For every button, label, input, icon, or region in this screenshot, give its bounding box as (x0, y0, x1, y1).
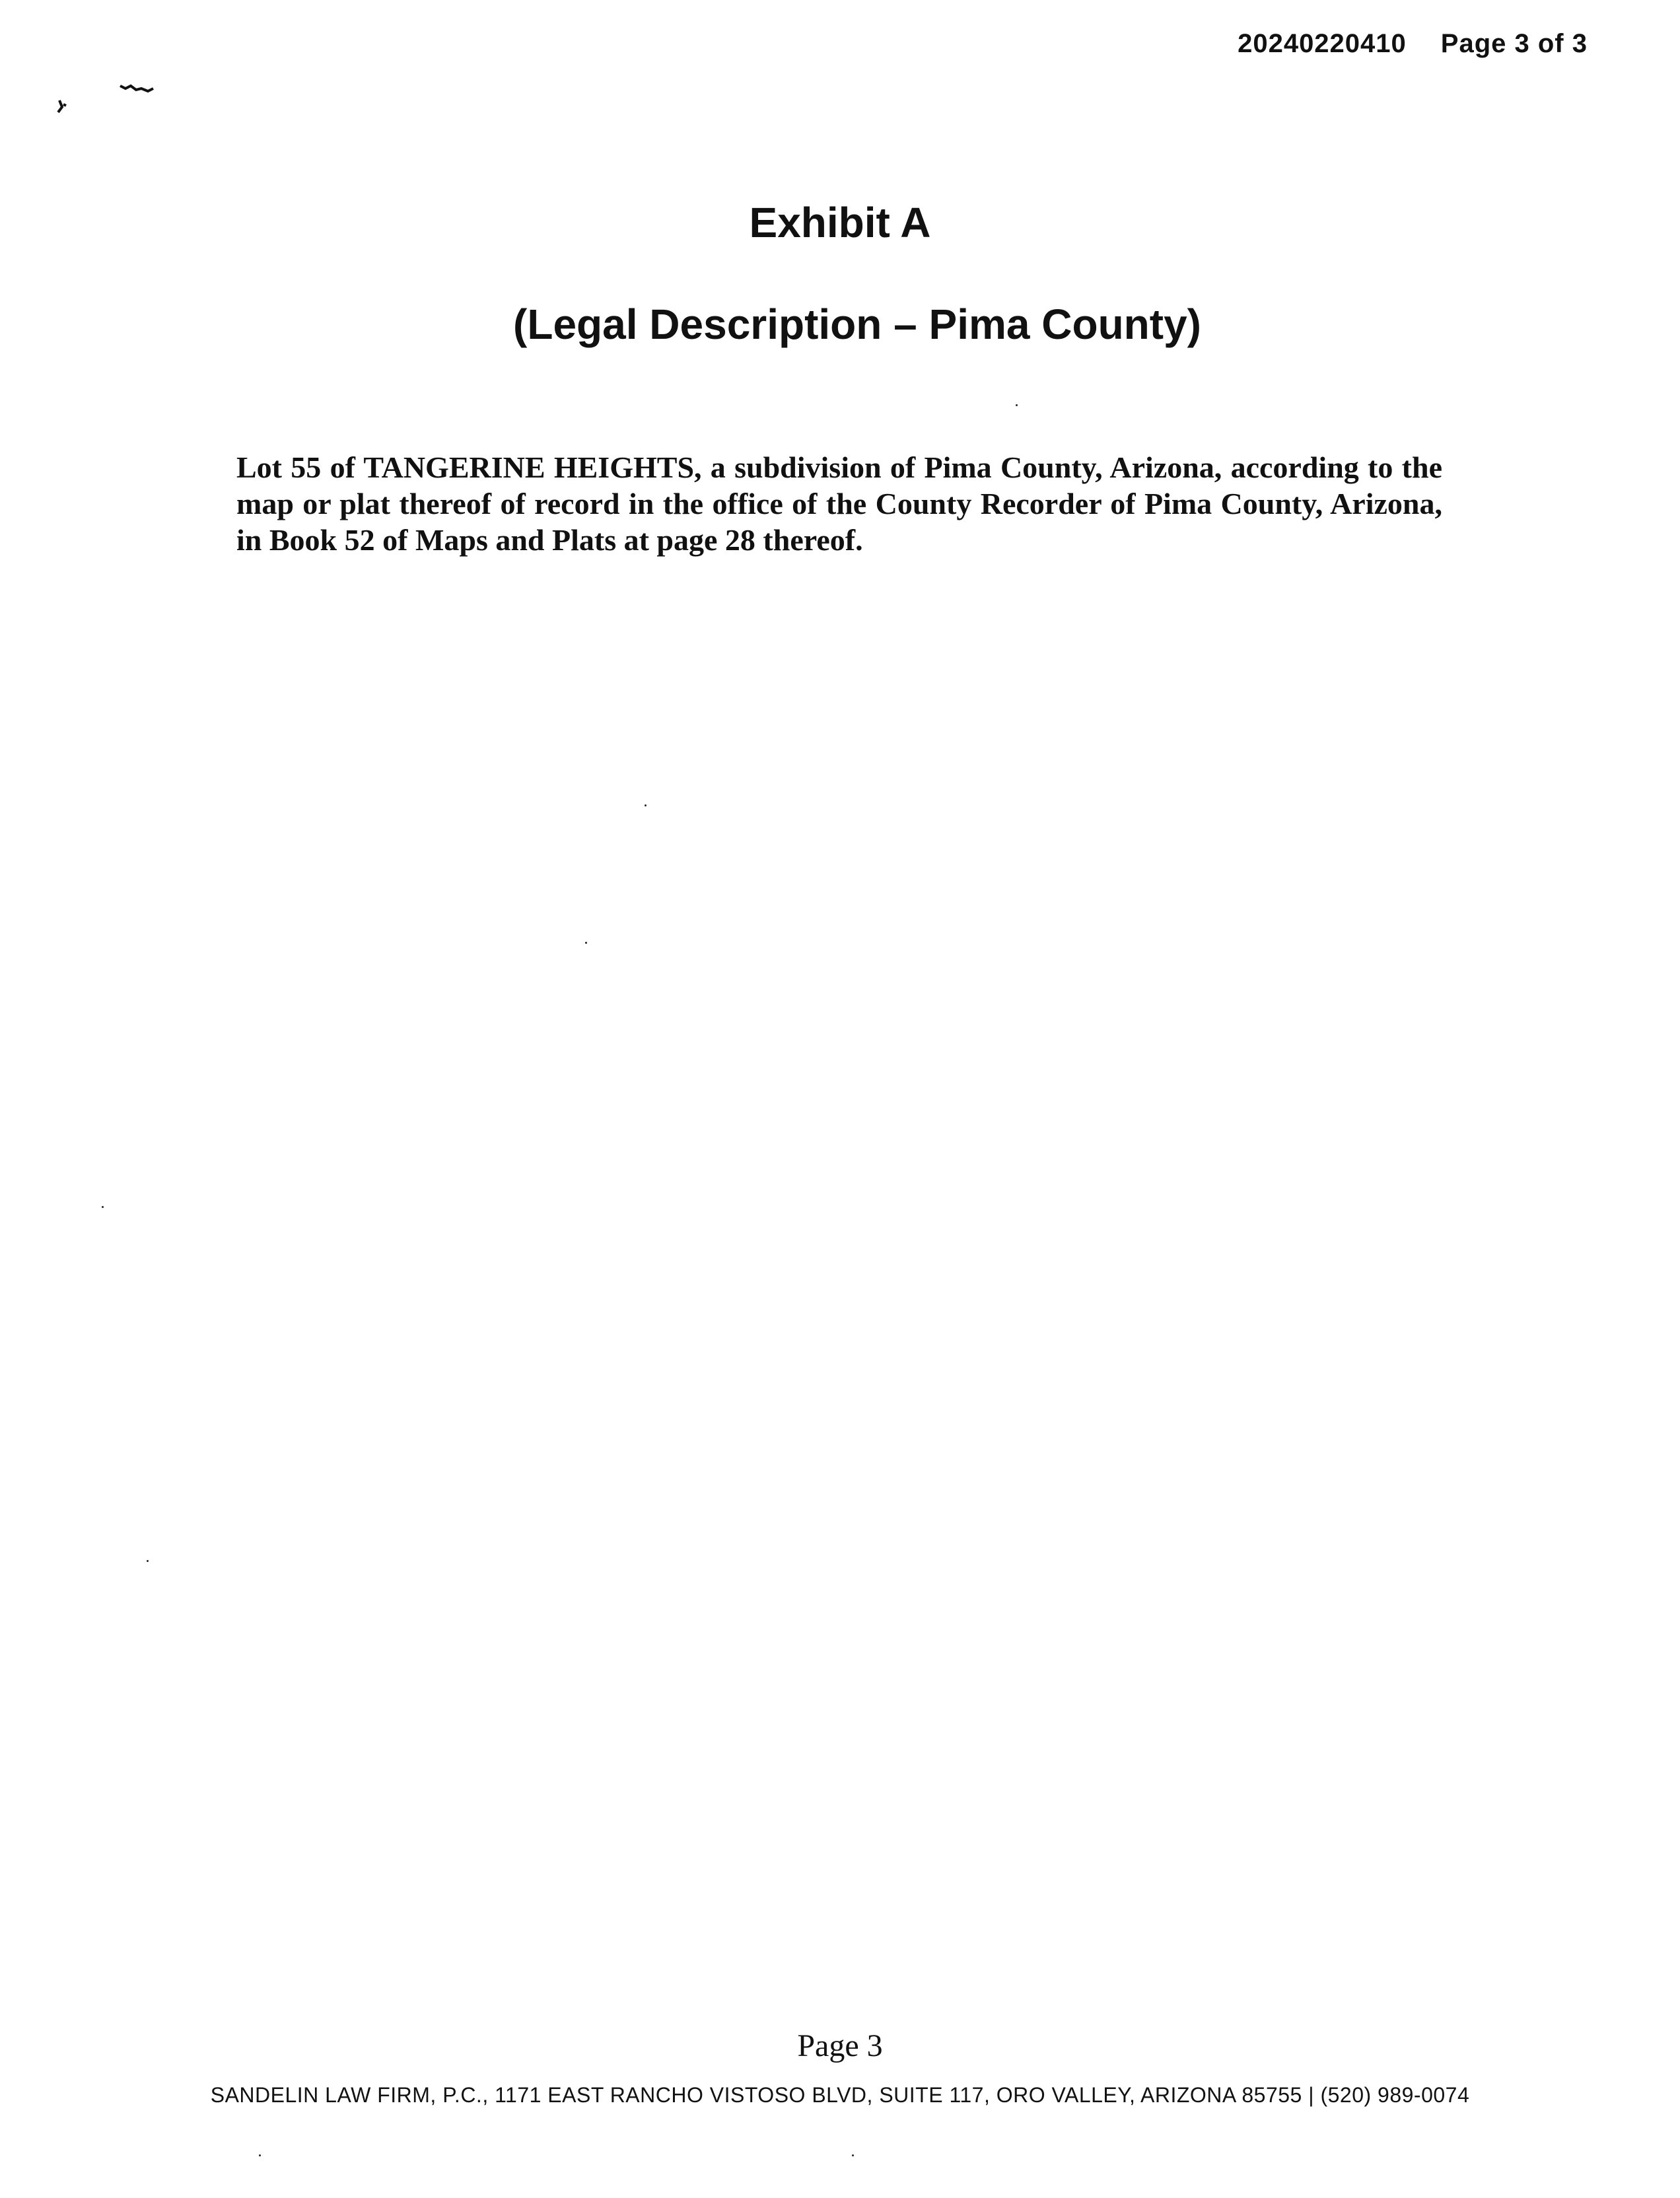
scan-speck (102, 1206, 104, 1208)
scan-speck (1016, 404, 1018, 406)
scan-speck (147, 1560, 149, 1562)
exhibit-title: Exhibit A (749, 199, 931, 246)
footer-page-number: Page 3 (797, 2028, 883, 2063)
scan-speck (645, 804, 647, 806)
scan-speck (852, 2154, 854, 2156)
footer-firm-address: SANDELIN LAW FIRM, P.C., 1171 EAST RANCHO VISTOSO BLVD, SUITE 117, ORO VALLEY, ARIZONA 85755 | (520) 989-0074 (210, 2083, 1470, 2107)
legal-description: Lot 55 of TANGERINE HEIGHTS, a subdivision of Pima County, Arizona, according to the map or plat thereof of record in the office of the County Recorder of Pima County, Arizona, in Book 52 of Maps and Plats at page 28 thereof. (236, 450, 1442, 557)
recording-document-number: 20240220410 (1238, 29, 1407, 58)
scan-speck (585, 942, 587, 944)
recording-header (1238, 29, 1588, 59)
exhibit-subtitle: (Legal Description – Pima County) (513, 301, 1201, 348)
recording-page-indicator: Page 3 of 3 (1440, 29, 1588, 58)
scan-speck (259, 2154, 261, 2156)
scan-mark-top (119, 82, 158, 98)
scan-mark-left (55, 98, 69, 116)
